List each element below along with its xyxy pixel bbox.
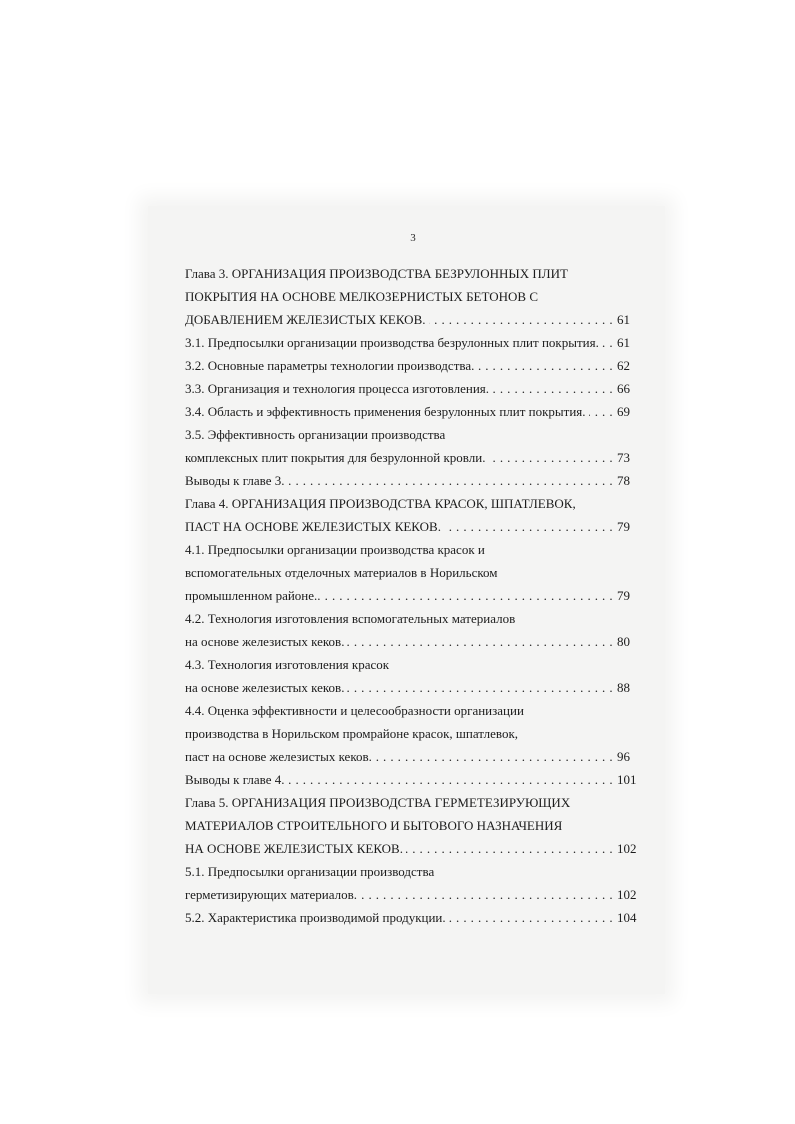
toc-entry (185, 308, 645, 331)
toc-entry-line (185, 331, 613, 354)
toc-page-number: 88 (617, 680, 630, 695)
toc-entry (185, 722, 645, 745)
toc-entry-text: ДОБАВЛЕНИЕМ ЖЕЛЕЗИСТЫХ КЕКОВ. (185, 312, 426, 327)
toc-entry (185, 354, 645, 377)
toc-entry-text: МАТЕРИАЛОВ СТРОИТЕЛЬНОГО И БЫТОВОГО НАЗНАЧЕНИЯ (185, 818, 563, 833)
toc-entry-text: 4.1. Предпосылки организации производства красок и (185, 542, 485, 557)
toc-entry-line (185, 676, 613, 699)
toc-page-number: 102 (617, 887, 637, 902)
toc-page-number: 79 (617, 588, 630, 603)
toc-entry (185, 446, 645, 469)
toc-entry-text: 3.1. Предпосылки организации производства безрулонных плит покрытия. (185, 335, 599, 350)
toc-entry (185, 607, 645, 630)
toc-entry (185, 515, 645, 538)
toc-page-number: 69 (617, 404, 630, 419)
leader-dots (449, 906, 613, 929)
toc-entry-text: 3.4. Область и эффективность применения безрулонных плит покрытия. (185, 404, 586, 419)
toc-entry (185, 469, 645, 492)
toc-entry (185, 837, 645, 860)
page-number: 3 (410, 232, 416, 244)
toc-entry-text: 3.2. Основные параметры технологии производства. (185, 358, 475, 373)
toc-entry (185, 584, 645, 607)
toc-entry-text: НА ОСНОВЕ ЖЕЛЕЗИСТЫХ КЕКОВ. (185, 841, 403, 856)
toc-entry-line (185, 699, 524, 722)
toc-entry-text: 4.2. Технология изготовления вспомогательных материалов (185, 611, 516, 626)
toc-entry (185, 745, 645, 768)
toc-entry-line (185, 906, 613, 929)
toc-entry-line (185, 860, 434, 883)
toc-entry-line (185, 538, 485, 561)
toc-entry (185, 883, 645, 906)
toc-entry-line (185, 469, 613, 492)
toc-page-number: 73 (617, 450, 630, 465)
toc-entry-text: ПАСТ НА ОСНОВЕ ЖЕЛЕЗИСТЫХ КЕКОВ. (185, 519, 441, 534)
toc-entry-text: 5.2. Характеристика производимой продукции. (185, 910, 446, 925)
leader-dots (360, 883, 613, 906)
leader-dots (444, 515, 613, 538)
toc-entry-line (185, 561, 498, 584)
toc-page-number: 101 (617, 772, 637, 787)
toc-entry-text: 3.3. Организация и технология процесса изготовления. (185, 381, 490, 396)
leader-dots (324, 584, 613, 607)
toc-entry (185, 653, 645, 676)
leader-dots (288, 768, 613, 791)
toc-entry-text: паст на основе железистых кеков. (185, 749, 372, 764)
toc-entry-line (185, 515, 613, 538)
toc-entry-line (185, 262, 568, 285)
toc-entry-line (185, 653, 389, 676)
toc-entry-text: производства в Норильском промрайоне красок, шпатлевок, (185, 726, 519, 741)
toc-entry (185, 561, 645, 584)
toc-entry-line (185, 308, 613, 331)
leader-dots (347, 630, 613, 653)
toc-entry-line (185, 492, 576, 515)
toc-entry-text: герметизирующих материалов. (185, 887, 357, 902)
toc-entry (185, 630, 645, 653)
toc-entry-line (185, 745, 613, 768)
table-of-contents (185, 262, 645, 929)
toc-entry-line (185, 354, 613, 377)
toc-entry-text: Глава 5. ОРГАНИЗАЦИЯ ПРОИЗВОДСТВА ГЕРМЕТЕЗИРУЮЩИХ (185, 795, 571, 810)
toc-page-number: 62 (617, 358, 630, 373)
toc-entry (185, 699, 645, 722)
toc-entry-line (185, 423, 445, 446)
toc-entry-text: на основе железистых кеков. (185, 634, 345, 649)
toc-entry (185, 768, 645, 791)
toc-entry-text: 5.1. Предпосылки организации производства (185, 864, 435, 879)
toc-entry-line (185, 837, 613, 860)
toc-entry (185, 331, 645, 354)
toc-entry-line (185, 607, 515, 630)
leader-dots (375, 745, 613, 768)
toc-page-number: 61 (617, 312, 630, 327)
toc-entry-text: 4.3. Технология изготовления красок (185, 657, 390, 672)
toc-entry-text: на основе железистых кеков. (185, 680, 345, 695)
toc-entry-text: промышленном районе.. (185, 588, 321, 603)
toc-entry-line (185, 791, 570, 814)
toc-entry-line (185, 768, 613, 791)
toc-entry (185, 285, 645, 308)
toc-entry-text: Выводы к главе 3. (185, 473, 285, 488)
toc-entry-text: вспомогательных отделочных материалов в Норильском (185, 565, 498, 580)
leader-dots (589, 400, 613, 423)
toc-entry-text: Глава 3. ОРГАНИЗАЦИЯ ПРОИЗВОДСТВА БЕЗРУЛОННЫХ ПЛИТ (185, 266, 568, 281)
leader-dots (602, 331, 613, 354)
toc-entry-line (185, 883, 613, 906)
toc-entry (185, 492, 645, 515)
toc-entry-text: Глава 4. ОРГАНИЗАЦИЯ ПРОИЗВОДСТВА КРАСОК, ШПАТЛЕВОК, (185, 496, 576, 511)
toc-entry-line (185, 584, 613, 607)
toc-entry-line (185, 285, 538, 308)
toc-entry-text: ПОКРЫТИЯ НА ОСНОВЕ МЕЛКОЗЕРНИСТЫХ БЕТОНОВ С (185, 289, 539, 304)
toc-entry-text: 4.4. Оценка эффективности и целесообразности организации (185, 703, 524, 718)
toc-entry (185, 377, 645, 400)
toc-page-number: 79 (617, 519, 630, 534)
leader-dots (347, 676, 613, 699)
leader-dots (406, 837, 613, 860)
leader-dots (288, 469, 613, 492)
toc-entry (185, 814, 645, 837)
toc-entry (185, 538, 645, 561)
leader-dots (492, 377, 613, 400)
toc-page-number: 66 (617, 381, 630, 396)
toc-entry-text: 3.5. Эффективность организации производства (185, 427, 446, 442)
toc-page-number: 78 (617, 473, 630, 488)
toc-entry (185, 423, 645, 446)
toc-entry (185, 400, 645, 423)
toc-entry-text: комплексных плит покрытия для безрулонной кровли. (185, 450, 486, 465)
toc-entry (185, 906, 645, 929)
leader-dots (488, 446, 613, 469)
toc-entry-line (185, 400, 613, 423)
toc-entry (185, 791, 645, 814)
toc-entry-line (185, 630, 613, 653)
toc-entry-text: Выводы к главе 4. (185, 772, 285, 787)
toc-page-number: 102 (617, 841, 637, 856)
toc-page-number: 80 (617, 634, 630, 649)
toc-page-number: 104 (617, 910, 637, 925)
leader-dots (477, 354, 613, 377)
leader-dots (429, 308, 614, 331)
toc-page-number: 96 (617, 749, 630, 764)
toc-entry-line (185, 722, 518, 745)
toc-entry (185, 676, 645, 699)
toc-page-number: 61 (617, 335, 630, 350)
toc-entry (185, 860, 645, 883)
toc-entry-line (185, 377, 613, 400)
toc-entry (185, 262, 645, 285)
toc-entry-line (185, 814, 562, 837)
toc-entry-line (185, 446, 613, 469)
